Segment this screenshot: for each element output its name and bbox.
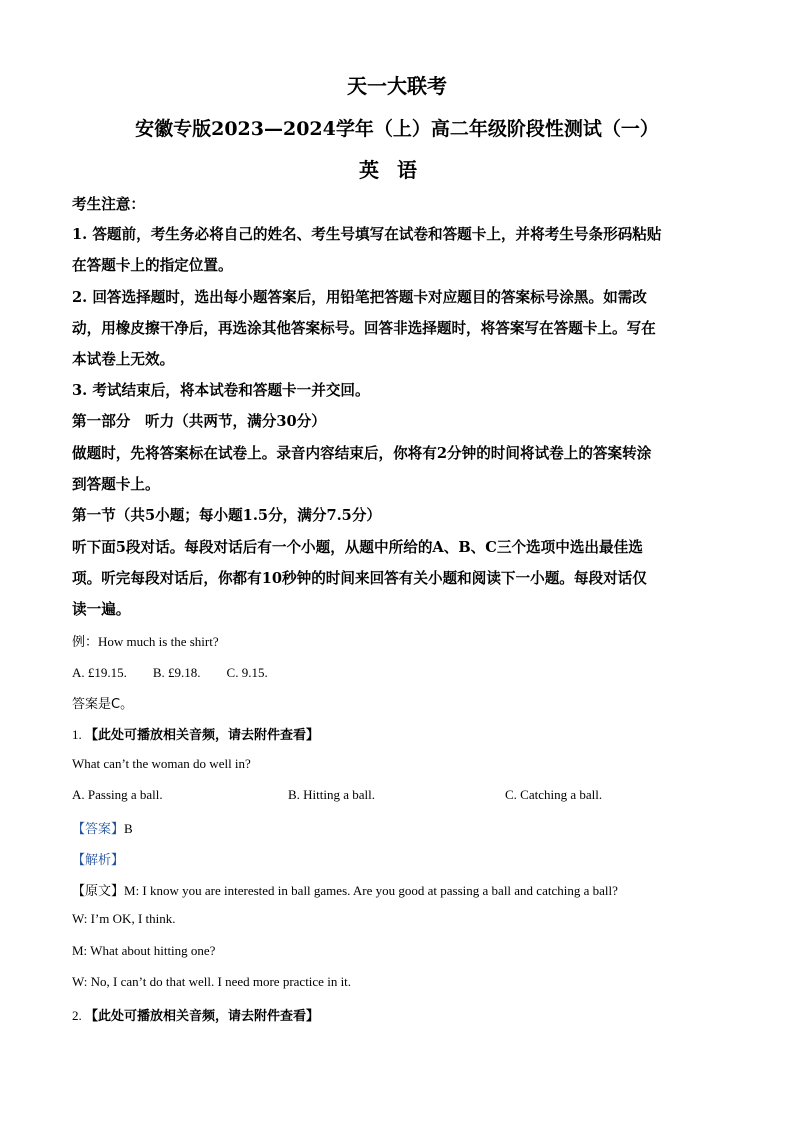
example-question: 例：How much is the shirt? (72, 634, 219, 649)
q1-option-b: B. Hitting a ball. (288, 787, 376, 802)
q1-transcript-line-1 (72, 880, 722, 899)
exam-title: 天一大联考 (347, 74, 447, 98)
section1-instruction-line-3: 读一遍。 (72, 601, 131, 618)
q1-analysis-label: 【解析】 (72, 853, 125, 868)
q1-transcript-line-2: W: I’m OK, I think. (72, 911, 176, 926)
exam-subtitle: 安徽专版2023—2024学年（上）高二年级阶段性测试（一） (135, 118, 659, 140)
q1-answer (72, 818, 722, 837)
q1-transcript-line-3: M: What about hitting one? (72, 943, 216, 958)
q2-header (72, 1005, 722, 1024)
q2-number: 2. (72, 1008, 82, 1023)
q1-audio-note: 【此处可播放相关音频，请去附件查看】 (85, 728, 320, 743)
notice-item-3: 3. 考试结束后，将本试卷和答题卡一并交回。 (72, 382, 370, 399)
section1-instruction-line-1: 听下面5段对话。每段对话后有一个小题，从题中所给的A、B、C三个选项中选出最佳选 (72, 539, 643, 556)
q1-answer-label: 【答案】 (72, 822, 125, 837)
q1-header (72, 724, 722, 743)
section1-heading: 第一节（共5小题；每小题1.5分，满分7.5分） (72, 507, 382, 524)
q1-analysis (72, 849, 722, 868)
q1-answer-value: B (124, 821, 133, 836)
notice-item-2-line-2: 动，用橡皮擦干净后，再选涂其他答案标号。回答非选择题时，将答案写在答题卡上。写在 (72, 320, 656, 337)
part1-intro-line-2: 到答题卡上。 (72, 476, 160, 493)
subject-title: 英语 (359, 158, 435, 182)
part1-intro-line-1: 做题时，先将答案标在试卷上。录音内容结束后，你将有2分钟的时间将试卷上的答案转涂 (72, 445, 652, 462)
q1-option-a: A. Passing a ball. (72, 787, 163, 802)
notice-item-2-line-1: 2. 回答选择题时，选出每小题答案后，用铅笔把答题卡对应题目的答案标号涂黑。如需改 (72, 289, 647, 306)
q1-transcript-label: 【原文】 (72, 884, 125, 899)
q1-transcript-text-1: M: I know you are interested in ball games. Are you good at passing a ball and catching a ball? (124, 883, 618, 898)
q2-audio-note: 【此处可播放相关音频，请去附件查看】 (85, 1009, 320, 1024)
section1-instruction-line-2: 项。听完每段对话后，你都有10秒钟的时间来回答有关小题和阅读下一小题。每段对话仅 (72, 570, 647, 587)
q1-transcript-line-4: W: No, I can’t do that well. I need more practice in it. (72, 974, 352, 989)
part1-heading: 第一部分 听力（共两节，满分30分） (72, 413, 326, 430)
example-answer: 答案是C。 (72, 697, 134, 712)
notice-heading: 考生注意： (72, 196, 145, 213)
q1-number: 1. (72, 727, 82, 742)
q1-question: What can’t the woman do well in? (72, 756, 251, 771)
notice-item-2-line-3: 本试卷上无效。 (72, 351, 175, 368)
q1-option-c: C. Catching a ball. (505, 787, 603, 802)
notice-item-1-line-2: 在答题卡上的指定位置。 (72, 257, 233, 274)
example-options: A. £19.15. B. £9.18. C. 9.15. (72, 665, 268, 680)
notice-item-1-line-1: 1. 答题前，考生务必将自己的姓名、考生号填写在试卷和答题卡上，并将考生号条形码粘贴 (72, 226, 662, 243)
